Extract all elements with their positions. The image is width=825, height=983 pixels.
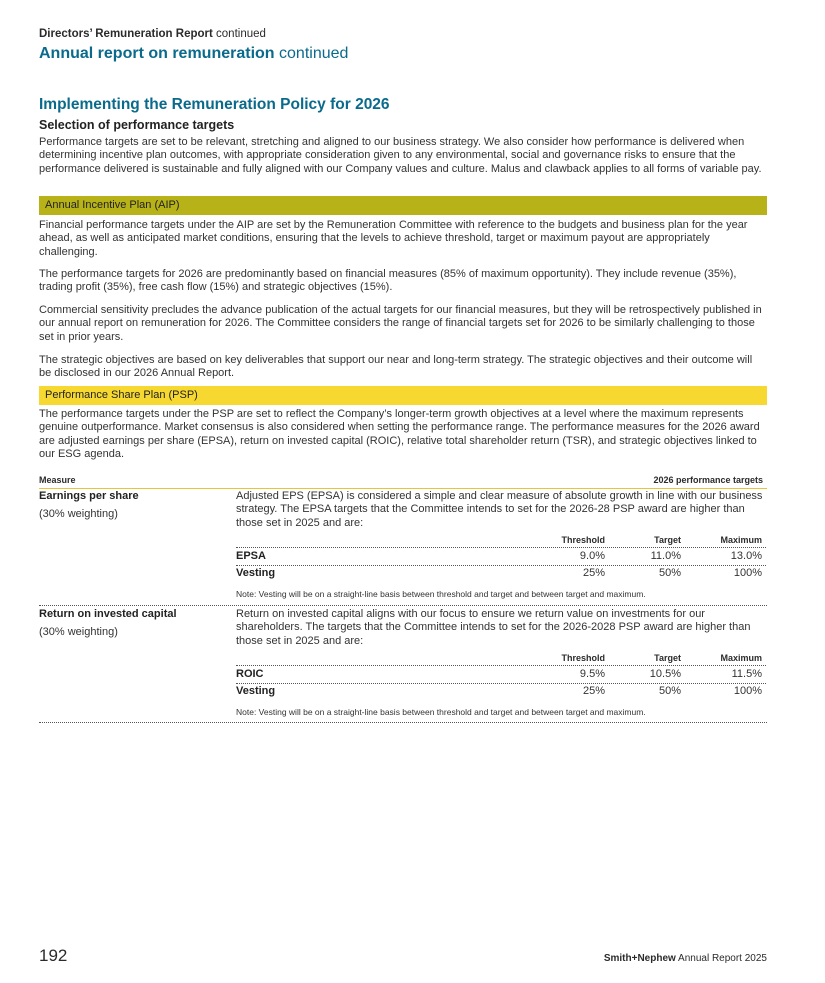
measure-description: Adjusted EPS (EPSA) is considered a simple and clear measure of absolute growth in line with our business strategy. The EPSA targets that the Committee intends to set for the 2026-28 PSP award are higher than those set in 2025 and are: — [236, 490, 763, 529]
vesting-row — [236, 684, 766, 700]
metric-target: 10.5% — [649, 668, 681, 680]
page-title — [39, 45, 348, 63]
footer-report-title — [604, 953, 767, 964]
vesting-label: Vesting — [236, 685, 276, 697]
vesting-label: Vesting — [236, 567, 276, 579]
vesting-row — [236, 566, 766, 582]
measure-eps — [39, 490, 767, 606]
maximum-header: Maximum — [720, 535, 762, 545]
col-measure: Measure — [39, 475, 76, 485]
metric-row — [236, 549, 766, 566]
vesting-note: Note: Vesting will be on a straight-line basis between threshold and target and between target and maximum. — [236, 589, 646, 599]
report-name: Annual Report 2025 — [678, 953, 767, 964]
page-title-main: Annual report on remuneration — [39, 45, 275, 62]
targets-subheader — [236, 653, 766, 666]
main-heading: Implementing the Remuneration Policy for 2026 — [39, 96, 390, 113]
measure-divider — [39, 605, 767, 606]
vesting-maximum: 100% — [733, 685, 762, 697]
metric-threshold: 9.5% — [579, 668, 605, 680]
targets-table-header — [39, 475, 767, 489]
measure-roic — [39, 608, 767, 724]
targets-subheader — [236, 535, 766, 548]
maximum-header: Maximum — [720, 653, 762, 663]
page-title-continued: continued — [279, 45, 349, 62]
running-header — [39, 28, 266, 40]
aip-paragraph-1: Financial performance targets under the AIP are set by the Remuneration Committee with reference to the budgets and business plan for the year ahead, as well as anticipated market conditions, ensuring that the levels to achieve threshold, target or maximum payout are appropriately challenging. — [39, 219, 748, 258]
aip-paragraph-3: Commercial sensitivity precludes the advance publication of the actual targets for our financial measures, but they will be retrospectively published in our annual report on remuneration for 2026. The Committee considers the range of financial targets set for 2026 to be similarly challenging to those set in prior years. — [39, 304, 762, 343]
measure-weight: (30% weighting) — [39, 508, 118, 520]
measure-title: Earnings per share — [39, 490, 139, 502]
metric-maximum: 11.5% — [731, 668, 762, 680]
aip-band: Annual Incentive Plan (AIP) — [39, 196, 767, 215]
aip-paragraph-4: The strategic objectives are based on key deliverables that support our near and long-term strategy. The strategic objectives and their outcome will be disclosed in our 2026 Annual Report. — [39, 354, 753, 380]
metric-target: 11.0% — [650, 550, 681, 562]
measure-divider — [39, 722, 767, 723]
page-number: 192 — [39, 946, 68, 965]
psp-band: Performance Share Plan (PSP) — [39, 386, 767, 405]
target-header: Target — [654, 653, 681, 663]
vesting-threshold: 25% — [582, 685, 605, 697]
measure-weight: (30% weighting) — [39, 626, 118, 638]
brand-name: Smith+Nephew — [603, 953, 676, 964]
target-header: Target — [654, 535, 681, 545]
metric-row — [236, 667, 766, 684]
sub-heading: Selection of performance targets — [39, 118, 235, 132]
col-targets: 2026 performance targets — [653, 475, 763, 485]
vesting-target: 50% — [658, 685, 681, 697]
metric-label: EPSA — [236, 550, 266, 562]
metric-threshold: 9.0% — [579, 550, 605, 562]
measure-description: Return on invested capital aligns with our focus to ensure we return value on investments for our shareholders. The targets that the Committee intends to set for the 2026-2028 PSP award are higher than those set in 2025 and are: — [236, 608, 751, 647]
threshold-header: Threshold — [561, 535, 605, 545]
section-title: Directors’ Remuneration Report — [39, 28, 213, 40]
intro-paragraph: Performance targets are set to be relevant, stretching and aligned to our business strategy. We also consider how performance is delivered when determining incentive plan outcomes, with appropriate consideration given to any environmental, social and governance risks to ensure that the performance delivered is sustainable and fully aligned with our Company values and culture. Malus and clawback applies to all forms of variable pay. — [39, 136, 762, 175]
vesting-target: 50% — [658, 567, 681, 579]
measure-title: Return on invested capital — [39, 608, 177, 620]
vesting-threshold: 25% — [582, 567, 605, 579]
psp-paragraph: The performance targets under the PSP are set to reflect the Company’s longer-term growth objectives at a level where the maximum represents genuine outperformance. Market consensus is also considered when setting the performance range. The performance measures for the 2026 award are adjusted earnings per share (EPSA), return on invested capital (ROIC), relative total shareholder return (TSR), and strategic objectives linked to our ESG agenda. — [39, 408, 760, 460]
aip-paragraph-2: The performance targets for 2026 are predominantly based on financial measures (85% of maximum opportunity). They include revenue (35%), trading profit (35%), free cash flow (15%) and strategic objectives (15%). — [39, 268, 737, 294]
vesting-maximum: 100% — [733, 567, 762, 579]
section-continued: continued — [216, 28, 266, 40]
vesting-note: Note: Vesting will be on a straight-line basis between threshold and target and between target and maximum. — [236, 707, 646, 717]
threshold-header: Threshold — [561, 653, 605, 663]
metric-maximum: 13.0% — [730, 550, 762, 562]
metric-label: ROIC — [236, 668, 264, 680]
